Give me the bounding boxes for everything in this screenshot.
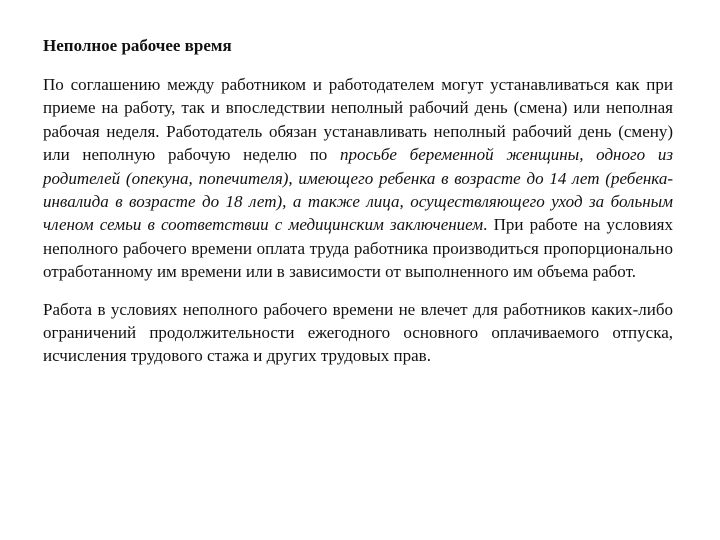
paragraph-1-text-end: . При работе на условиях неполного рабочего времени оплата труда работника производиться пропорционально отработанному им времени или в зависимости от выполненного им объема работ. (43, 215, 673, 282)
paragraph-2: Работа в условиях неполного рабочего времени не влечет для работников каких-либо ограничений продолжительности ежегодного основного оплачиваемого отпуска, исчисления трудового стажа и других трудовых прав. (43, 299, 673, 366)
paragraph-1-text-start: По соглашению между работником и работодателем могут устанавливаться как при приеме на работу, так и впоследствии неполный рабочий день (смена) или неполная рабочая неделя. Работодатель обязан устанавливать неполный рабочий день (смену) или неполную рабочую неделю по (43, 75, 673, 165)
paragraph-1-italic-text: просьбе беременной женщины, одного из родителей (опекуна, попечителя), имеющего ребенка в возрасте до 14 лет (ребенка-инвалида в возрасте до 18 лет), а также лица, осуществляющего уход за больным членом семьи в соответствии с медицинским заключением (43, 145, 673, 235)
document-title: Неполное рабочее время (43, 36, 232, 55)
paragraph-1 (43, 73, 673, 284)
document-page (43, 34, 673, 382)
